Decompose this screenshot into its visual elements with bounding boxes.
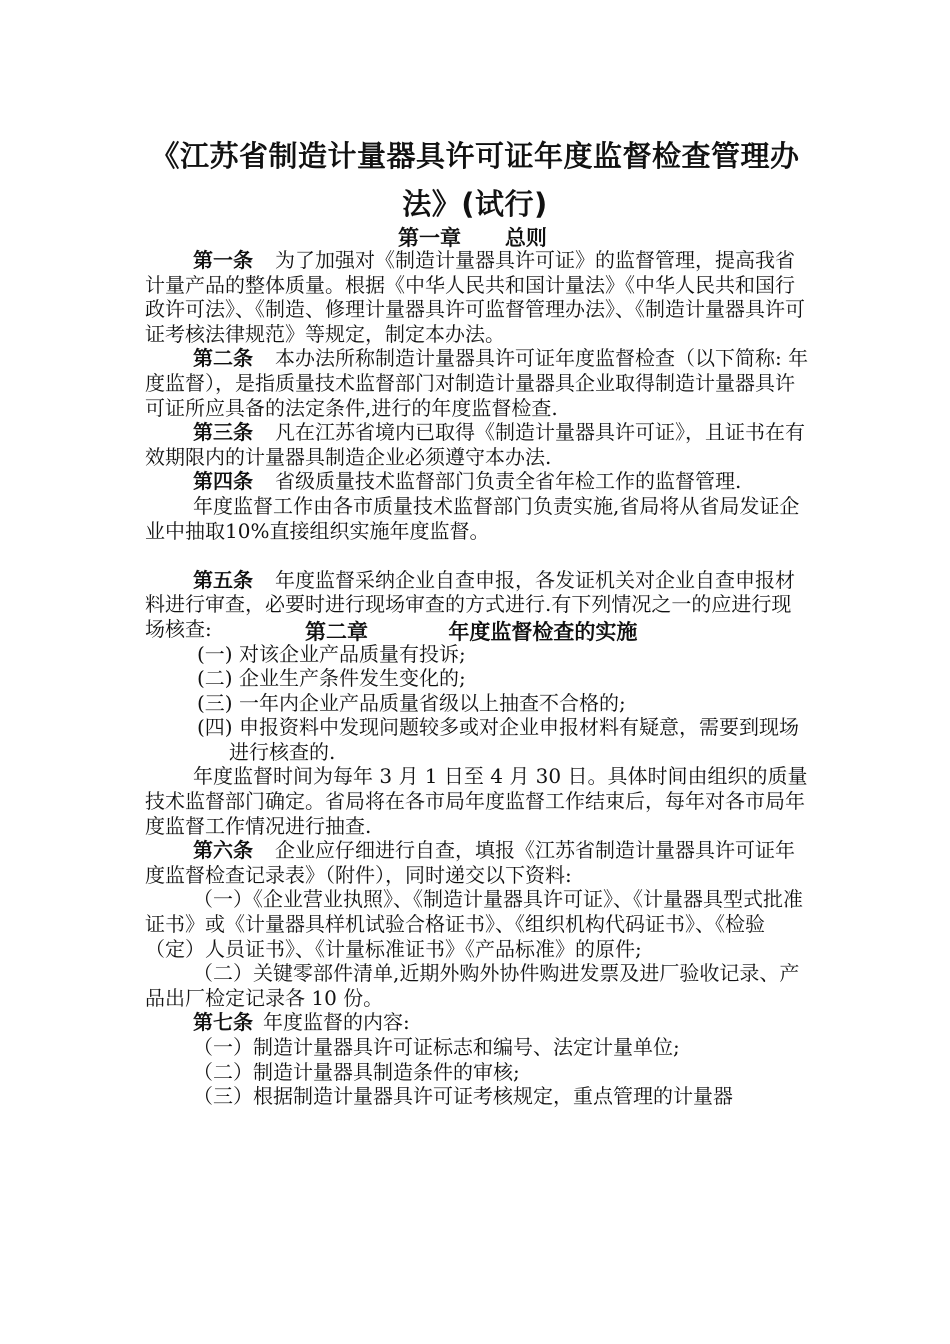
article-2: [145, 346, 810, 420]
article-7-item-3: （三）根据制造计量器具许可证考核规定，重点管理的计量器: [193, 1084, 733, 1109]
document-title-line2: 法》(试行): [402, 187, 548, 221]
article-5-item-1: (一) 对该企业产品质量有投诉;: [197, 641, 466, 666]
article-3-text: 凡在江苏省境内已取得《制造计量器具许可证》，且证书在有效期限内的计量器具制造企业必须遵守本办法.: [145, 420, 805, 469]
article-5-paragraph-2: 年度监督时间为每年 3 月 1 日至 4 月 30 日。具体时间由组织的质量技术监督部门确定。省局将在各市局年度监督工作结束后，每年对各市局年度监督工作情况进行抽查.: [145, 764, 808, 838]
article-4-text: 省级质量技术监督部门负责全省年检工作的监督管理.: [275, 469, 742, 494]
article-2-label: 第二条: [193, 346, 253, 371]
article-1-label: 第一条: [193, 248, 253, 272]
article-1: [145, 248, 810, 346]
article-6-item-2: （二）关键零部件清单,近期外购外协件购进发票及进厂验收记录、产品出厂检定记录各 10 份。: [145, 961, 800, 1010]
chapter-1-heading: 第一章 总则: [398, 226, 547, 250]
article-5-item-3: (三) 一年内企业产品质量省级以上抽查不合格的;: [197, 690, 626, 715]
article-5-label: 第五条: [193, 567, 253, 592]
article-2-text: 本办法所称制造计量器具许可证年度监督检查（以下简称: 年度监督），是指质量技术监督部门对制造计量器具企业取得制造计量器具许可证所应具备的法定条件,进行的年度监督检查.: [145, 346, 809, 420]
chapter-2-heading: 第二章 年度监督检查的实施: [305, 620, 638, 644]
article-7-label: 第七条: [193, 1010, 253, 1035]
article-3-label: 第三条: [193, 420, 253, 445]
article-5-text: 年度监督采纳企业自查申报，各发证机关对企业自查申报材料进行审查，必要时进行现场审查的方式进行.有下列情况之一的应进行现场核查:: [145, 567, 795, 641]
article-7-item-2: （二）制造计量器具制造条件的审核;: [193, 1059, 520, 1084]
article-6-item-1: （一）《企业营业执照》、《制造计量器具许可证》、《计量器具型式批准证书》或《计量器具样机试验合格证书》、《组织机构代码证书》、《检验（定）人员证书》、《计量标准证书》《产品标准》的原件;: [145, 887, 803, 961]
article-1-text: 为了加强对《制造计量器具许可证》的监督管理，提高我省计量产品的整体质量。根据《中华人民共和国计量法》《中华人民共和国行政许可法》、《制造、修理计量器具许可监督管理办法》、《制造计量器具许可证考核法律规范》等规定，制定本办法。: [145, 248, 805, 346]
article-7: [145, 1010, 810, 1035]
document-body: [145, 248, 810, 1109]
article-5-item-4: (四) 申报资料中发现问题较多或对企业申报材料有疑意，需要到现场进行核查的.: [197, 715, 799, 764]
article-7-text: 年度监督的内容:: [263, 1010, 410, 1035]
article-6: [145, 838, 810, 887]
chapter-2-spacer: [145, 543, 810, 568]
article-5-item-2: (二) 企业生产条件发生变化的;: [197, 666, 466, 691]
article-3: [145, 420, 810, 469]
article-4-label: 第四条: [193, 469, 253, 494]
article-6-label: 第六条: [193, 838, 253, 863]
article-7-item-1: （一）制造计量器具许可证标志和编号、法定计量单位;: [193, 1035, 680, 1059]
article-4: [145, 469, 810, 494]
article-6-text: 企业应仔细进行自查，填报《江苏省制造计量器具许可证年度监督检查记录表》（附件），同时递交以下资料:: [145, 838, 795, 887]
document-title-line1: 《江苏省制造计量器具许可证年度监督检查管理办: [150, 139, 800, 173]
article-4-paragraph-2: 年度监督工作由各市质量技术监督部门负责实施,省局将从省局发证企业中抽取10%直接组织实施年度监督。: [145, 493, 800, 543]
